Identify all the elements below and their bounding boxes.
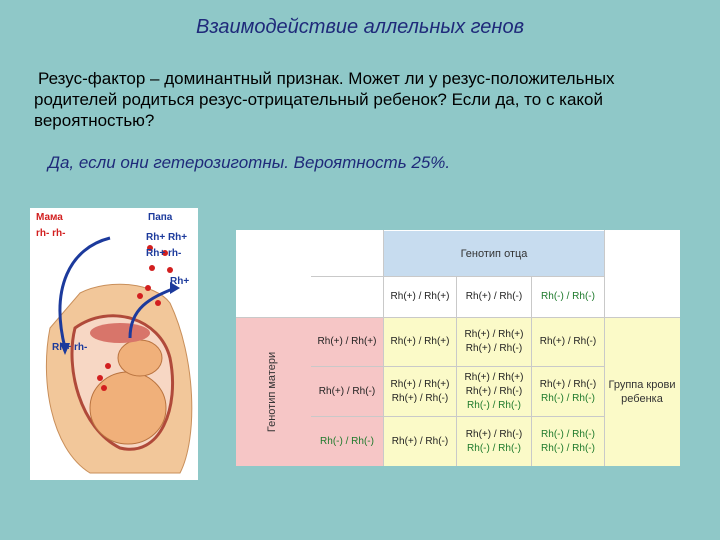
grid-line (604, 230, 605, 466)
offspring-genotype-negative: Rh(-) / Rh(-) (541, 428, 595, 440)
offspring-genotype: Rh(+) / Rh(-) (465, 343, 523, 354)
offspring-cell (384, 367, 456, 416)
slide-title: Взаимодействие аллельных генов (195, 16, 525, 38)
offspring-cell (532, 367, 604, 416)
father-genotype-2 (532, 277, 604, 317)
offspring-genotype-negative: Rh(-) / Rh(-) (541, 392, 595, 404)
mother-genotype-header (236, 318, 311, 466)
offspring-genotype: Rh(+) / Rh(+) (390, 336, 450, 347)
genotype-table (236, 230, 680, 466)
offspring-cell (384, 417, 456, 466)
father-genotype-0 (384, 277, 456, 317)
offspring-genotype: Rh(+) / Rh(+) (464, 371, 524, 383)
mother-genotype-2-text: Rh(-) / Rh(-) (320, 435, 374, 447)
question-line-1: Резус-фактор – доминантный признак. Может ли у резус-положительных (38, 69, 615, 88)
father-genotype-header: Генотип отца (384, 231, 605, 276)
offspring-genotype: Rh(+) / Rh(+) (464, 329, 524, 340)
father-genotype-2-text: Rh(-) / Rh(-) (541, 291, 595, 302)
question-line-2: родителей родиться резус-отрицательный ребенок? Если да, то с какой (34, 90, 604, 109)
father-genotype-0-text: Rh(+) / Rh(+) (390, 291, 450, 302)
offspring-cell (457, 367, 531, 416)
offspring-genotype: Rh(+) / Rh(-) (465, 385, 523, 397)
mother-genotype-0 (311, 318, 383, 366)
mother-genotype-header-text: Генотип матери (266, 351, 278, 433)
father-genotype-1 (457, 277, 531, 317)
offspring-cell (532, 417, 604, 466)
question-text (34, 68, 684, 131)
father-genotype-1: Rh+ Rh+ (146, 232, 188, 243)
mother-genotype-0-text: Rh(+) / Rh(+) (317, 336, 377, 347)
father-genotype-3: Rh+ (170, 276, 190, 287)
offspring-genotype: Rh(+) / Rh(-) (391, 392, 449, 404)
offspring-genotype-negative: Rh(-) / Rh(-) (541, 442, 595, 454)
offspring-cell (532, 318, 604, 366)
offspring-genotype: Rh(+) / Rh(-) (391, 435, 449, 447)
mother-label: Мама (36, 212, 63, 223)
offspring-genotype-negative: Rh(-) / Rh(-) (467, 442, 521, 454)
father-genotype-2: Rh+ rh- (146, 248, 182, 259)
mother-genotype-1 (311, 367, 383, 416)
father-genotype-1-text: Rh(+) / Rh(-) (465, 291, 523, 302)
father-label: Папа (148, 212, 173, 223)
pregnancy-illustration (30, 208, 198, 480)
fetus (90, 372, 166, 444)
question-line-3: вероятностью? (34, 111, 155, 130)
placenta (90, 323, 150, 343)
offspring-genotype: Rh(+) / Rh(-) (465, 428, 523, 440)
offspring-genotype: Rh(+) / Rh(-) (539, 336, 597, 347)
mother-genotype-1-text: Rh(+) / Rh(-) (318, 385, 376, 397)
answer-text: Да, если они гетерозиготны. Вероятность 25%. (48, 153, 451, 172)
offspring-cell (457, 318, 531, 366)
offspring-genotype-negative: Rh(-) / Rh(-) (467, 399, 521, 411)
blood-group-label: Группа крови ребенка (608, 379, 676, 405)
child-genotype: Rh+ rh- (52, 342, 88, 353)
mother-genotype-2 (311, 417, 383, 466)
offspring-genotype: Rh(+) / Rh(-) (539, 378, 597, 390)
mother-genotype: rh- rh- (36, 228, 66, 239)
offspring-cell (457, 417, 531, 466)
offspring-cell (384, 318, 456, 366)
offspring-genotype: Rh(+) / Rh(+) (390, 378, 450, 390)
fetus-head (118, 340, 162, 376)
